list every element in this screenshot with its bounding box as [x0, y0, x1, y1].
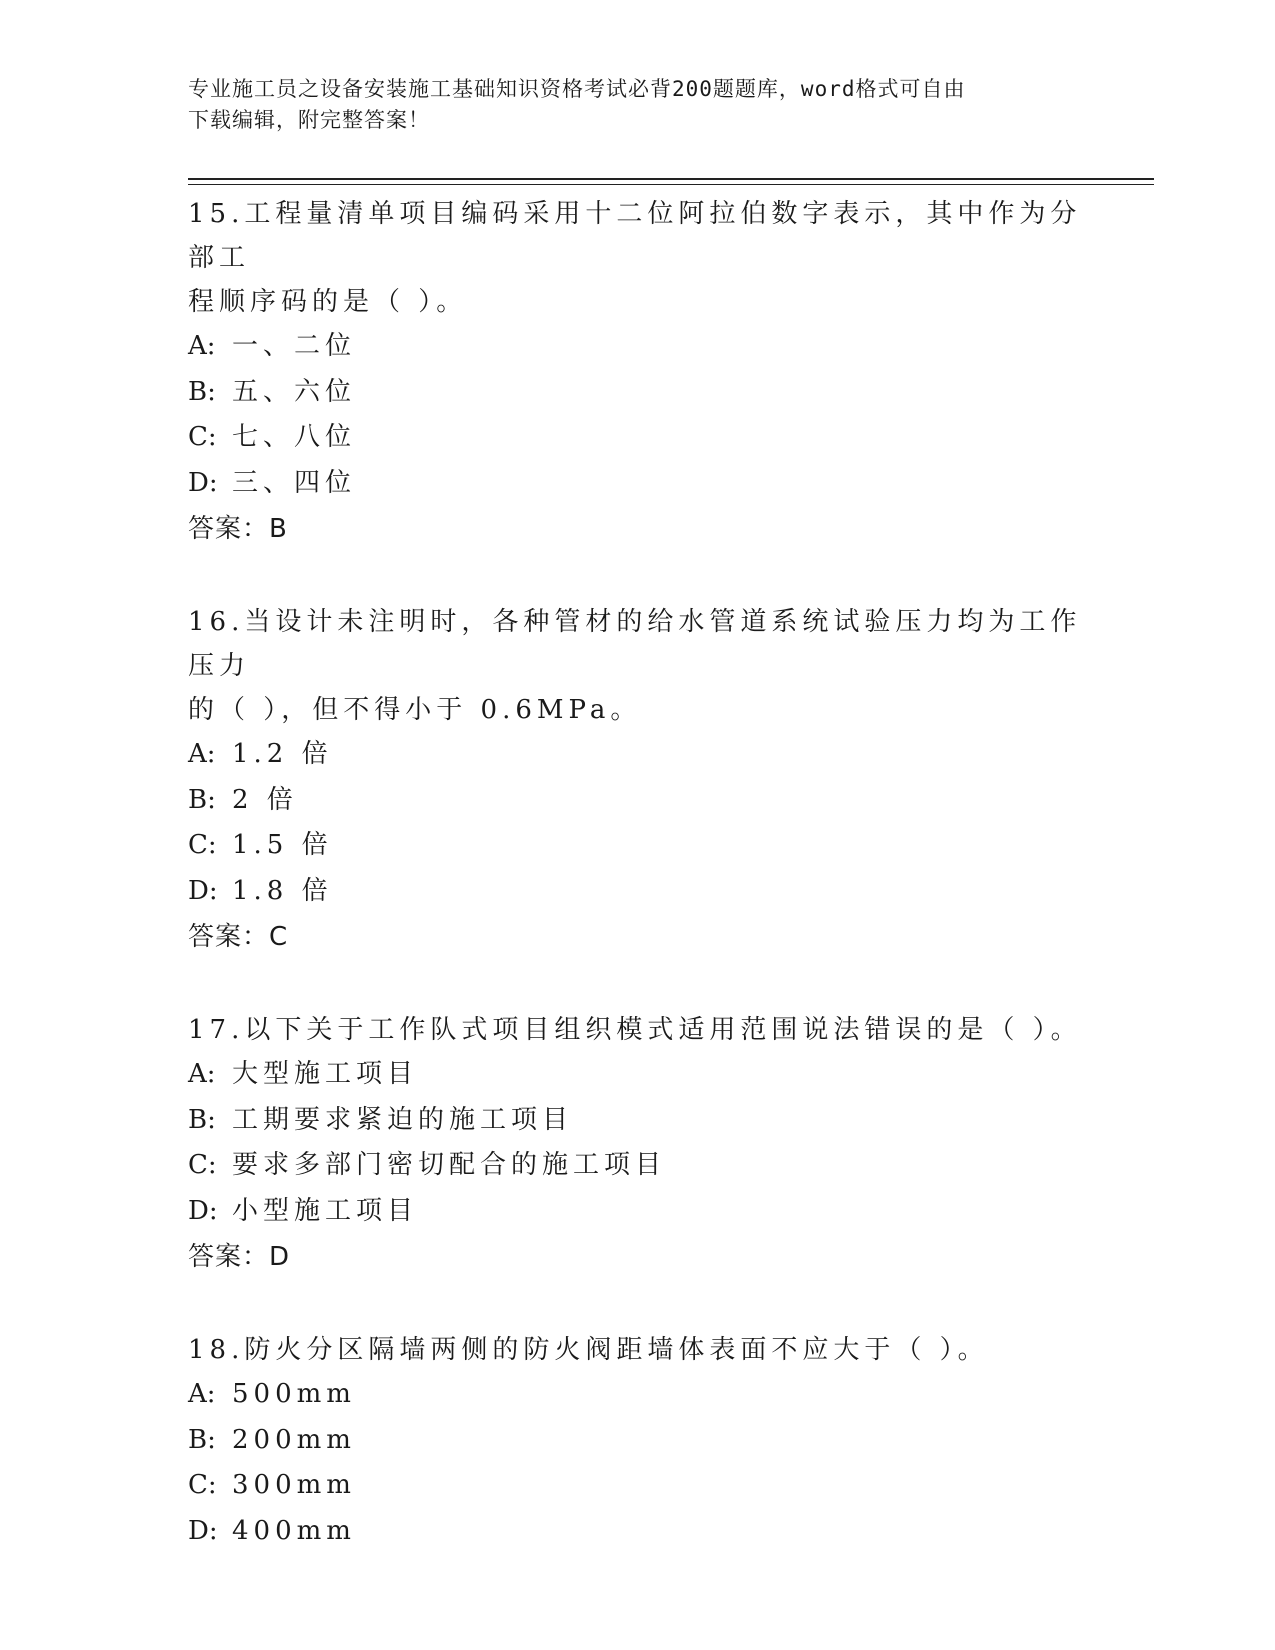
option-text: 大型施工项目 [232, 1059, 419, 1089]
document-header [188, 74, 1068, 136]
question-stem-line-2: 的（ ），但不得小于 0.6MPa。 [188, 695, 642, 725]
question-stem-line-1: 18.防火分区隔墙两侧的防火阀距墙体表面不应大于（ ）。 [188, 1335, 989, 1365]
option-d [188, 1189, 1088, 1235]
option-b [188, 1418, 1088, 1464]
question-17 [188, 1008, 1088, 1280]
option-text: 七、八位 [232, 422, 357, 452]
header-line-1: 专业施工员之设备安装施工基础知识资格考试必背200题题库，word格式可自由 [188, 77, 966, 101]
option-letter: D: [188, 1195, 218, 1226]
option-letter: C: [188, 830, 217, 860]
option-d [188, 1509, 1088, 1555]
question-15 [188, 192, 1088, 552]
option-d [188, 461, 1088, 507]
option-a [188, 324, 1088, 370]
option-letter: C: [188, 1470, 217, 1500]
option-text: 要求多部门密切配合的施工项目 [232, 1150, 667, 1180]
option-text: 小型施工项目 [232, 1195, 419, 1226]
option-text: 200mm [232, 1424, 356, 1455]
header-line-2: 下载编辑，附完整答案！ [188, 108, 430, 132]
option-letter: B: [188, 1104, 216, 1135]
option-a [188, 1372, 1088, 1418]
option-letter: B: [188, 784, 216, 815]
option-letter: B: [188, 376, 216, 407]
option-text: 1.8 倍 [232, 875, 333, 906]
option-text: 2 倍 [232, 784, 298, 815]
option-letter: D: [188, 467, 218, 498]
option-letter: D: [188, 1515, 218, 1546]
option-a [188, 732, 1088, 778]
option-text: 一、二位 [232, 331, 357, 361]
option-text: 五、六位 [232, 376, 357, 407]
header-divider-thick [188, 178, 1154, 180]
option-text: 1.5 倍 [232, 830, 333, 860]
answer-line: 答案：C [188, 922, 289, 952]
question-stem-line-1: 16.当设计未注明时，各种管材的给水管道系统试验压力均为工作压力 [188, 607, 1082, 681]
option-text: 400mm [232, 1515, 356, 1546]
question-stem-line-1: 17.以下关于工作队式项目组织模式适用范围说法错误的是（ ）。 [188, 1015, 1082, 1045]
answer-line: 答案：D [188, 1242, 291, 1272]
question-18 [188, 1328, 1088, 1554]
option-b [188, 1098, 1088, 1144]
option-text: 300mm [232, 1470, 356, 1500]
question-16 [188, 600, 1088, 960]
option-c [188, 1143, 1088, 1189]
option-letter: B: [188, 1424, 216, 1455]
option-letter: A: [188, 1379, 216, 1409]
option-letter: A: [188, 739, 216, 769]
option-letter: A: [188, 331, 216, 361]
option-text: 三、四位 [232, 467, 357, 498]
option-b [188, 778, 1088, 824]
option-d [188, 869, 1088, 915]
option-a [188, 1052, 1088, 1098]
option-text: 1.2 倍 [232, 739, 333, 769]
question-stem-line-2: 程顺序码的是（ ）。 [188, 287, 468, 317]
question-list [188, 192, 1088, 1602]
option-b [188, 370, 1088, 416]
option-c [188, 1463, 1088, 1509]
option-letter: A: [188, 1059, 216, 1089]
option-letter: C: [188, 1150, 217, 1180]
option-letter: D: [188, 875, 218, 906]
option-c [188, 823, 1088, 869]
option-text: 500mm [232, 1379, 356, 1409]
answer-line: 答案：B [188, 514, 288, 544]
question-stem-line-1: 15.工程量清单项目编码采用十二位阿拉伯数字表示，其中作为分部工 [188, 199, 1082, 273]
option-c [188, 415, 1088, 461]
option-text: 工期要求紧迫的施工项目 [232, 1104, 574, 1135]
option-letter: C: [188, 422, 217, 452]
header-divider-thin [188, 184, 1154, 185]
